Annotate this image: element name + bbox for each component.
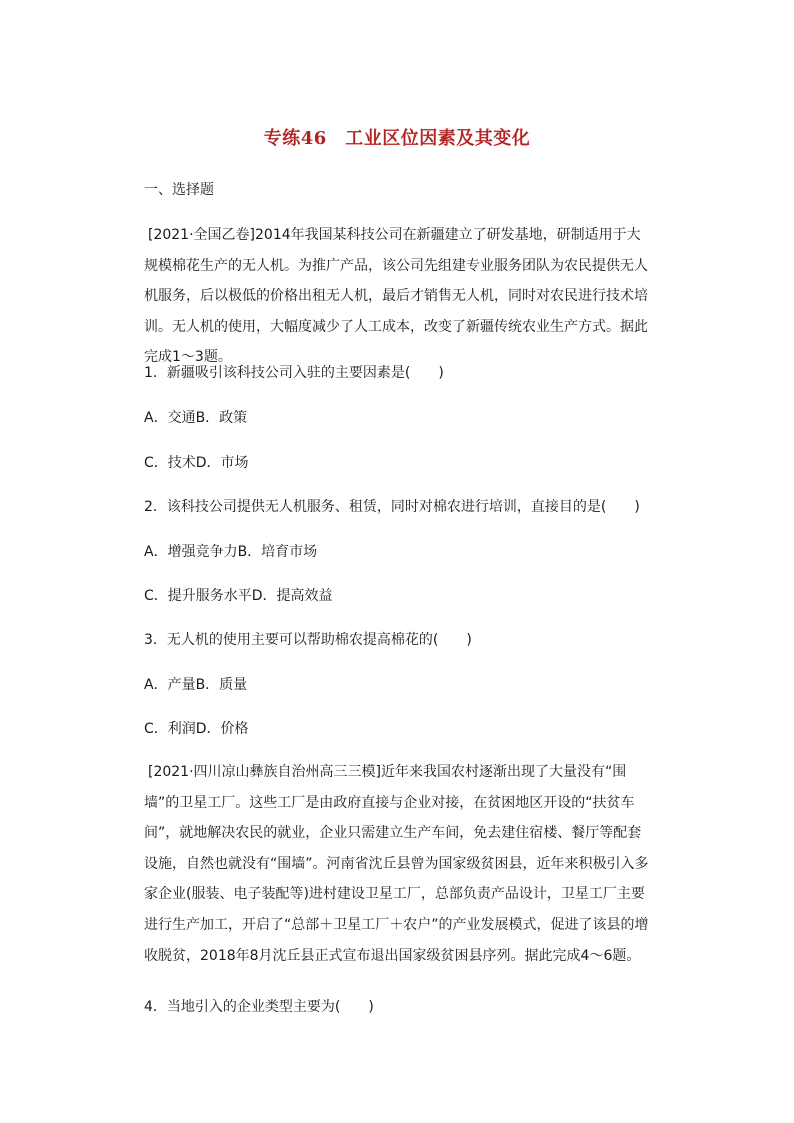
question-3-stem: 3．无人机的使用主要可以帮助棉农提高棉花的( ) [144,632,472,648]
passage-2: [2021·四川凉山彝族自治州高三三模]近年来我国农村逐渐出现了大量没有“围墙”的卫星工厂。这些工厂是由政府直接与企业对接，在贫困地区开设的“扶贫车间”，就地解决农民的就业，企业只需建立生产车间，免去建住宿楼、餐厅等配套设施，自然也就没有“围墙”。河南省沈丘县曾为国家级贫困县，近年来积极引入多家企业(服装、电子装配等)进村建设卫星工厂，总部负责产品设计，卫星工厂主要进行生产加工，开启了“总部＋卫星工厂＋农户”的产业发展模式，促进了该县的增收脱贫，2018年8月沈丘县正式宣布退出国家级贫困县序列。据此完成4～6题。 [144,764,649,964]
question-1-options-row-2: C．技术D．市场 [144,455,249,471]
question-2-stem: 2．该科技公司提供无人机服务、租赁，同时对棉农进行培训，直接目的是( ) [144,499,640,515]
question-3-options-row-2: C．利润D．价格 [144,721,249,737]
question-1-options-row-1: A．交通B．政策 [144,410,248,426]
question-1-stem: 1．新疆吸引该科技公司入驻的主要因素是( ) [144,365,444,381]
passage-1: [2021·全国乙卷]2014年我国某科技公司在新疆建立了研发基地，研制适用于大规模棉花生产的无人机。为推广产品，该公司先组建专业服务团队为农民提供无人机服务，后以极低的价格出租无人机，最后才销售无人机，同时对农民进行技术培训。无人机的使用，大幅度减少了人工成本，改变了新疆传统农业生产方式。据此完成1～3题。 [144,227,648,366]
question-3-options-row-1: A．产量B．质量 [144,677,248,693]
section-heading: 一、选择题 [144,182,214,198]
question-2-options-row-2: C．提升服务水平D．提高效益 [144,588,333,604]
question-4-stem: 4．当地引入的企业类型主要为( ) [144,999,374,1015]
question-2-options-row-1: A．增强竞争力B．培育市场 [144,544,318,560]
page-title: 专练46 工业区位因素及其变化 [263,128,531,149]
